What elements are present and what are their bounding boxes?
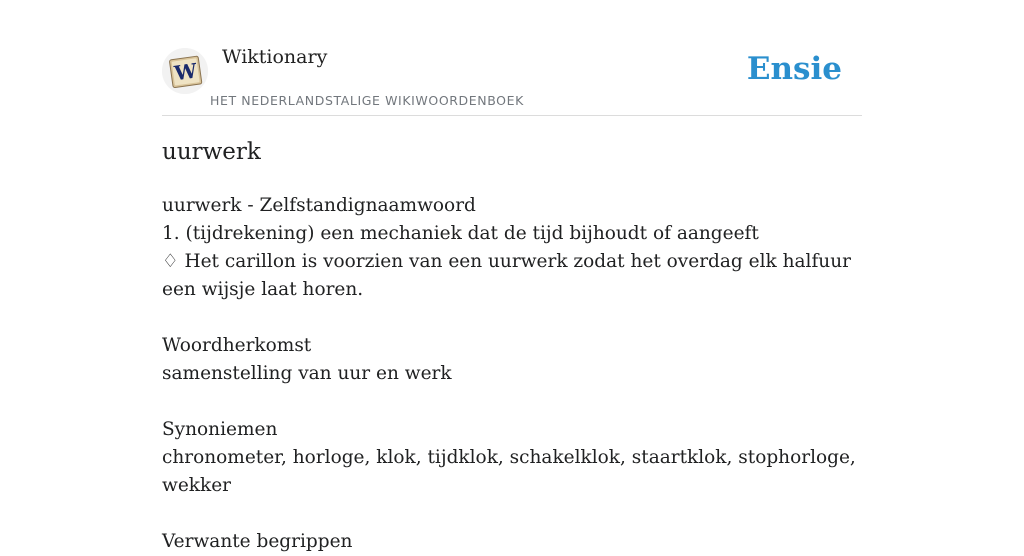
etymology-heading: Woordherkomst — [162, 335, 312, 356]
spacer — [162, 388, 882, 416]
etymology-text: samenstelling van uur en werk — [162, 363, 452, 384]
page-title: uurwerk — [162, 139, 261, 165]
site-header — [162, 0, 862, 116]
site-tagline: HET NEDERLANDSTALIGE WIKIWOORDENBOEK — [210, 93, 524, 108]
example-line: ♢ Het carillon is voorzien van een uurwerk zodat het overdag elk halfuur een wijsje laat horen. — [162, 251, 851, 300]
entry-content — [162, 192, 882, 556]
wiktionary-logo-icon[interactable] — [162, 48, 208, 94]
site-name[interactable]: Wiktionary — [222, 46, 328, 68]
spacer — [162, 304, 882, 332]
spacer — [162, 500, 882, 528]
page — [162, 0, 862, 552]
definition-line: 1. (tijdrekening) een mechaniek dat de tijd bijhoudt of aangeeft — [162, 223, 759, 244]
related-heading: Verwante begrippen — [162, 531, 353, 552]
word-type-line: uurwerk - Zelfstandignaamwoord — [162, 195, 476, 216]
ensie-brand-link[interactable]: Ensie — [746, 51, 842, 87]
synonyms-text: chronometer, horloge, klok, tijdklok, schakelklok, staartklok, stophorloge, wekker — [162, 447, 856, 496]
synonyms-heading: Synoniemen — [162, 419, 278, 440]
svg-text:W: W — [172, 58, 199, 86]
